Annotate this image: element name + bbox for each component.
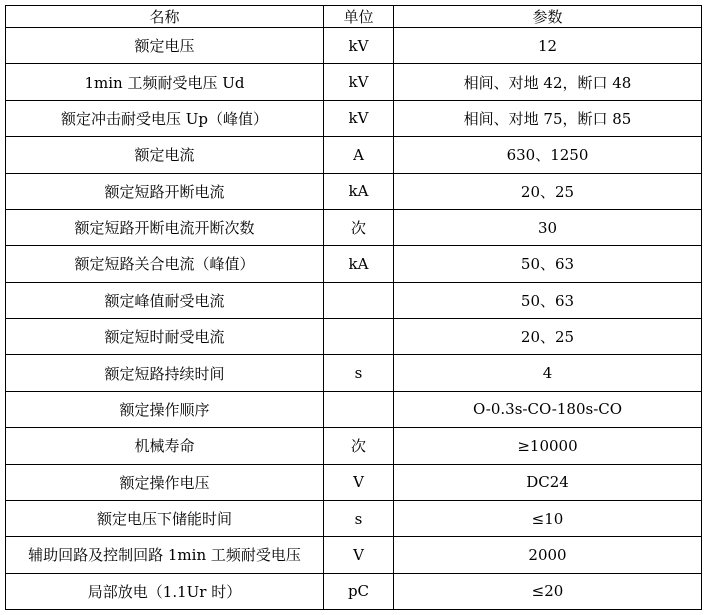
spec-table: [5, 5, 702, 610]
row-unit: kV: [324, 64, 394, 100]
row-unit: s: [324, 500, 394, 536]
row-value: 30: [394, 209, 702, 245]
row-name: 额定短时耐受电流: [6, 319, 324, 355]
row-value: 50、63: [394, 246, 702, 282]
table-row: [6, 209, 702, 245]
col-header-unit: 单位: [324, 6, 394, 28]
row-unit: kV: [324, 100, 394, 136]
row-name: 辅助回路及控制回路 1min 工频耐受电压: [6, 537, 324, 573]
table-row: [6, 500, 702, 536]
table-header-row: [6, 6, 702, 28]
table-row: [6, 282, 702, 318]
row-name: 额定操作电压: [6, 464, 324, 500]
row-name: 额定电压下储能时间: [6, 500, 324, 536]
table-row: [6, 537, 702, 573]
row-value: 20、25: [394, 173, 702, 209]
row-value: 相间、对地 75，断口 85: [394, 100, 702, 136]
table-row: [6, 355, 702, 391]
table-row: [6, 100, 702, 136]
row-unit: kV: [324, 28, 394, 64]
row-unit: kA: [324, 173, 394, 209]
row-value: 2000: [394, 537, 702, 573]
col-header-name: 名称: [6, 6, 324, 28]
row-name: 局部放电（1.1Ur 时）: [6, 573, 324, 609]
row-name: 额定电流: [6, 137, 324, 173]
row-unit: V: [324, 464, 394, 500]
row-unit: s: [324, 355, 394, 391]
row-value: ≤20: [394, 573, 702, 609]
row-unit: [324, 319, 394, 355]
row-name: 1min 工频耐受电压 Ud: [6, 64, 324, 100]
row-unit: [324, 391, 394, 427]
row-name: 额定短路持续时间: [6, 355, 324, 391]
table-row: [6, 64, 702, 100]
col-header-value: 参数: [394, 6, 702, 28]
row-unit: 次: [324, 209, 394, 245]
table-row: [6, 391, 702, 427]
table-row: [6, 464, 702, 500]
row-name: 额定峰值耐受电流: [6, 282, 324, 318]
row-unit: 次: [324, 428, 394, 464]
row-unit: [324, 282, 394, 318]
row-value: 4: [394, 355, 702, 391]
row-value: 相间、对地 42，断口 48: [394, 64, 702, 100]
spec-table-body: [6, 28, 702, 610]
row-name: 额定短路开断电流: [6, 173, 324, 209]
row-name: 额定电压: [6, 28, 324, 64]
row-name: 额定短路开断电流开断次数: [6, 209, 324, 245]
table-row: [6, 319, 702, 355]
row-name: 额定冲击耐受电压 Up（峰值）: [6, 100, 324, 136]
row-value: 20、25: [394, 319, 702, 355]
row-value: 12: [394, 28, 702, 64]
table-row: [6, 428, 702, 464]
row-unit: V: [324, 537, 394, 573]
row-unit: A: [324, 137, 394, 173]
row-value: ≤10: [394, 500, 702, 536]
row-value: DC24: [394, 464, 702, 500]
row-value: 50、63: [394, 282, 702, 318]
table-row: [6, 173, 702, 209]
table-row: [6, 28, 702, 64]
row-value: ≥10000: [394, 428, 702, 464]
row-name: 机械寿命: [6, 428, 324, 464]
table-row: [6, 246, 702, 282]
row-value: O-0.3s-CO-180s-CO: [394, 391, 702, 427]
row-name: 额定短路关合电流（峰值）: [6, 246, 324, 282]
table-row: [6, 137, 702, 173]
row-unit: kA: [324, 246, 394, 282]
row-value: 630、1250: [394, 137, 702, 173]
row-name: 额定操作顺序: [6, 391, 324, 427]
table-row: [6, 573, 702, 609]
row-unit: pC: [324, 573, 394, 609]
